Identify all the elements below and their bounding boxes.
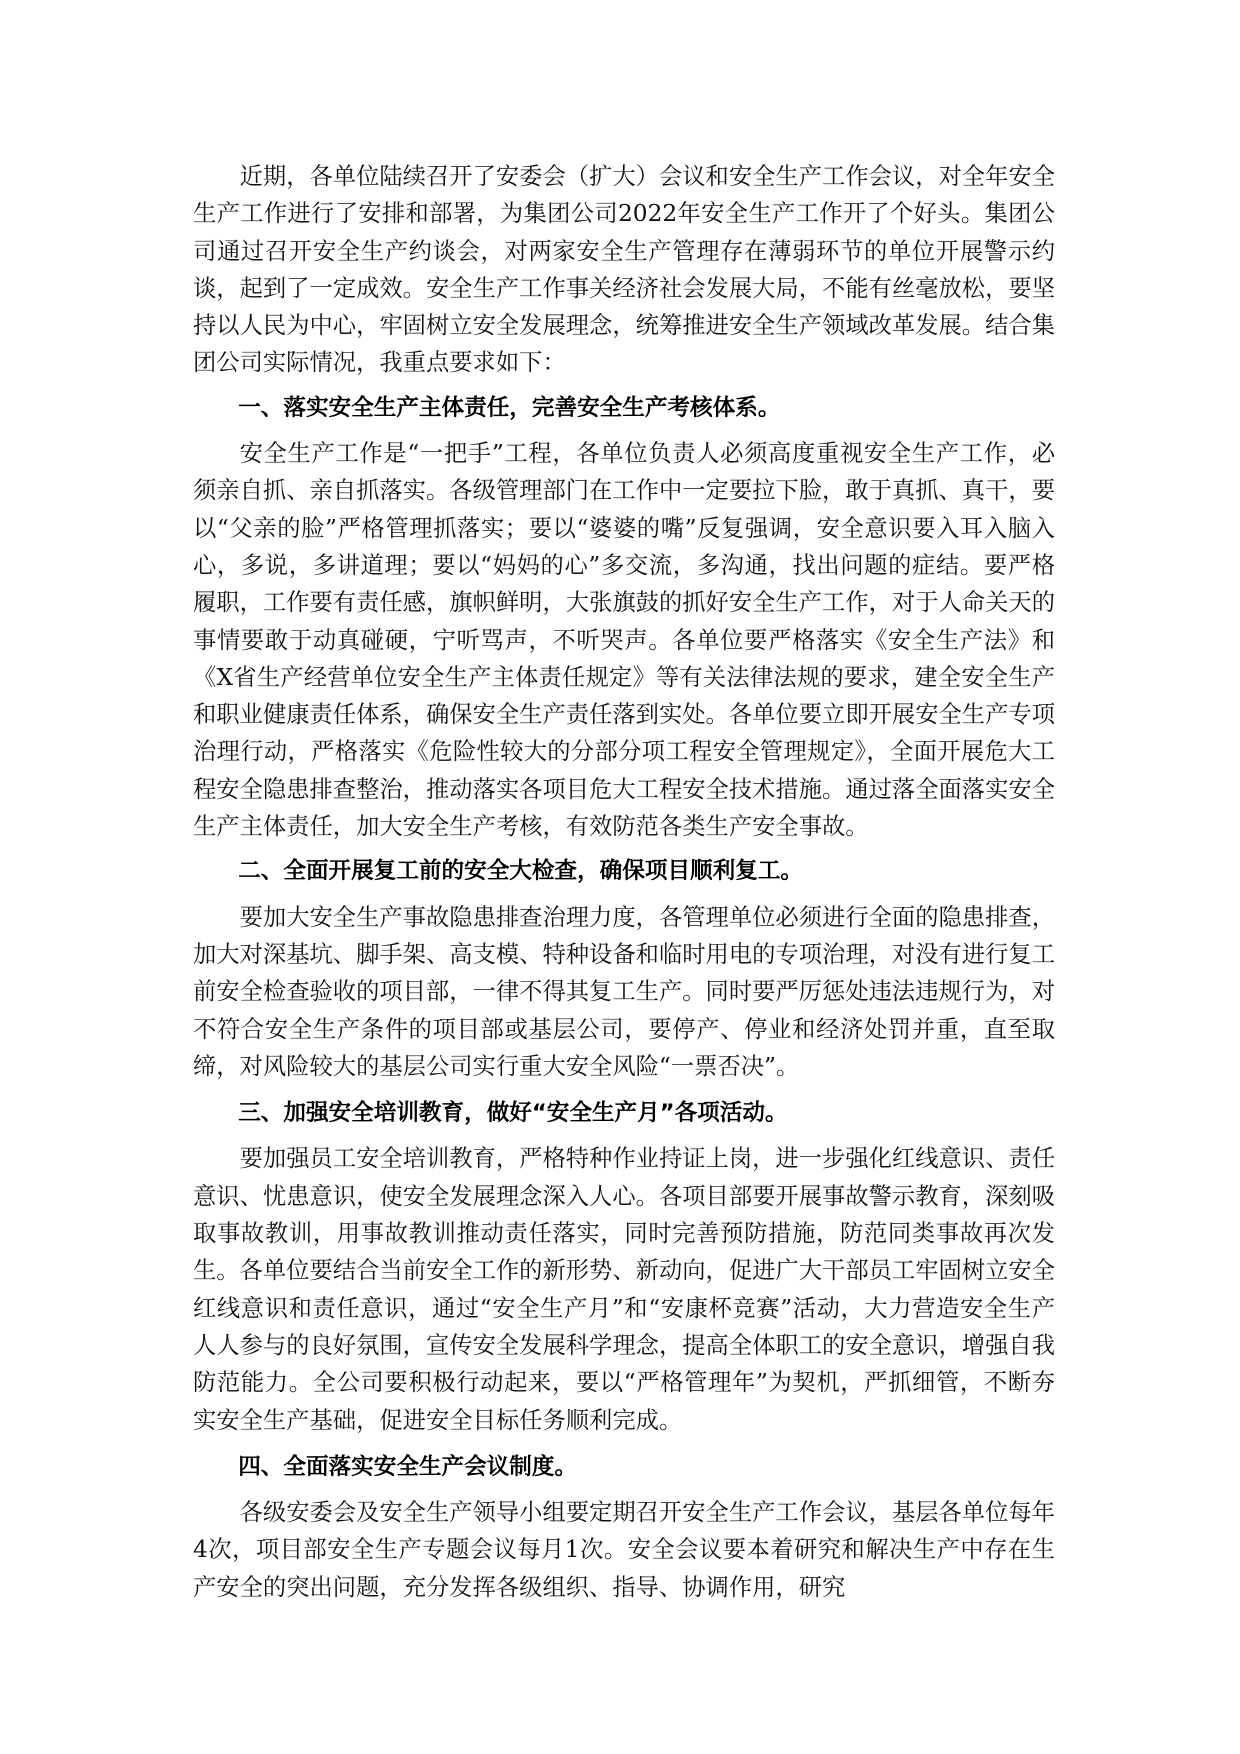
section-1-body: 安全生产工作是“一把手”工程，各单位负责人必须高度重视安全生产工作，必须亲自抓、亲自抓落实。各级管理部门在工作中一定要拉下脸，敢于真抓、真干，要以“父亲的脸”严格管理抓落实；要以“婆婆的嘴”反复强调，安全意识要入耳入脑入心，多说，多讲道理；要以“妈妈的心”多交流，多沟通，找出问题的症结。要严格履职，工作要有责任感，旗帜鲜明，大张旗鼓的抓好安全生产工作，对于人命关天的事情要敢于动真碰硬，宁听骂声，不听哭声。各单位要严格落实《安全生产法》和《X省生产经营单位安全生产主体责任规定》等有关法律法规的要求，建全安全生产和职业健康责任体系，确保安全生产责任落到实处。各单位要立即开展安全生产专项治理行动，严格落实《危险性较大的分部分项工程安全管理规定》，全面开展危大工程安全隐患排查整治，推动落实各项目危大工程安全技术措施。通过落全面落实安全生产主体责任，加大安全生产考核，有效防范各类生产安全事故。 bbox=[193, 440, 1055, 841]
section-1-heading: 一、落实安全生产主体责任，完善安全生产考核体系。 bbox=[238, 394, 781, 421]
document-page bbox=[193, 158, 1055, 1606]
section-4-heading: 四、全面落实安全生产会议制度。 bbox=[238, 1453, 578, 1480]
section-2-heading: 二、全面开展复工前的安全大检查，确保项目顺利复工。 bbox=[238, 858, 804, 885]
intro-paragraph: 近期，各单位陆续召开了安委会（扩大）会议和安全生产工作会议，对全年安全生产工作进行了安排和部署，为集团公司2022年安全生产工作开了个好头。集团公司通过召开安全生产约谈会，对两家安全生产管理存在薄弱环节的单位开展警示约谈，起到了一定成效。安全生产工作事关经济社会发展大局，不能有丝毫放松，要坚持以人民为中心，牢固树立安全发展理念，统筹推进安全生产领域改革发展。结合集团公司实际情况，我重点要求如下： bbox=[193, 163, 1055, 377]
section-2-body: 要加大安全生产事故隐患排查治理力度，各管理单位必须进行全面的隐患排查，加大对深基坑、脚手架、高支模、特种设备和临时用电的专项治理，对没有进行复工前安全检查验收的项目部，一律不得其复工生产。同时要严厉惩处违法违规行为，对不符合安全生产条件的项目部或基层公司，要停产、停业和经济处罚并重，直至取缔，对风险较大的基层公司实行重大安全风险“一票否决”。 bbox=[193, 903, 1055, 1080]
section-3-body: 要加强员工安全培训教育，严格特种作业持证上岗，进一步强化红线意识、责任意识、忧患意识，使安全发展理念深入人心。各项目部要开展事故警示教育，深刻吸取事故教训，用事故教训推动责任落实，同时完善预防措施，防范同类事故再次发生。各单位要结合当前安全工作的新形势、新动向，促进广大干部员工牢固树立安全红线意识和责任意识，通过“安全生产月”和“安康杯竞赛”活动，大力营造安全生产人人参与的良好氛围，宣传安全发展科学理念，提高全体职工的安全意识，增强自我防范能力。全公司要积极行动起来，要以“严格管理年”为契机，严抓细管，不断夯实安全生产基础，促进安全目标任务顺利完成。 bbox=[193, 1145, 1055, 1434]
section-4-body: 各级安委会及安全生产领导小组要定期召开安全生产工作会议，基层各单位每年4次，项目部安全生产专题会议每月1次。安全会议要本着研究和解决生产中存在生产安全的突出问题，充分发挥各级组织、指导、协调作用，研究 bbox=[193, 1499, 1055, 1601]
section-3-heading: 三、加强安全培训教育，做好“安全生产月”各项活动。 bbox=[238, 1100, 788, 1127]
